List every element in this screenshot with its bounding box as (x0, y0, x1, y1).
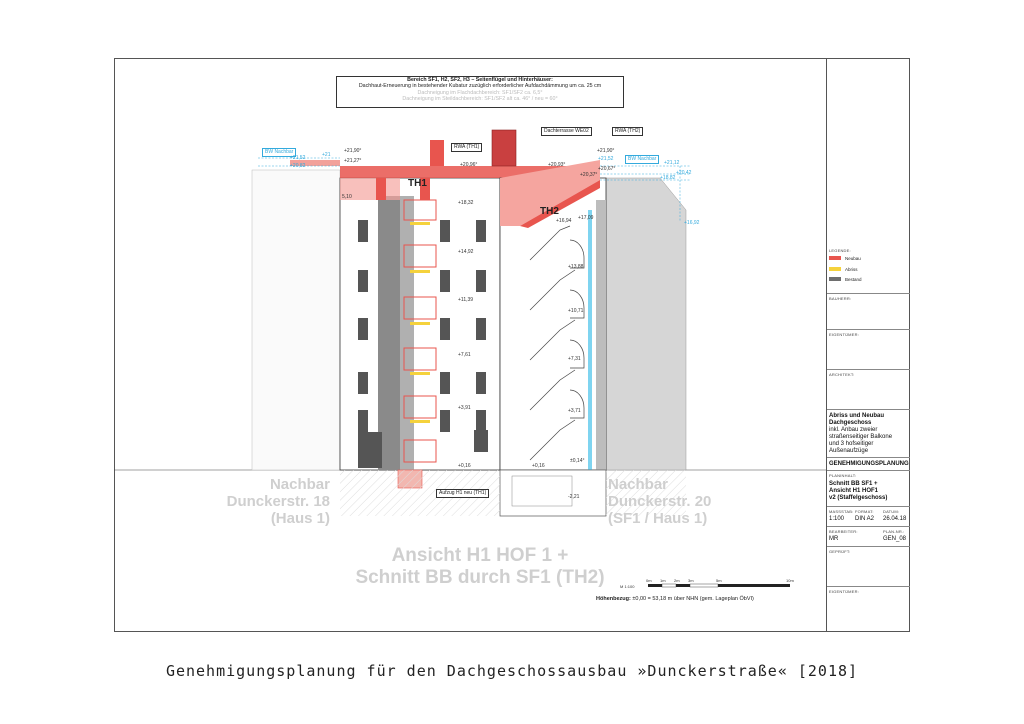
level: +10,71 (568, 308, 584, 314)
level: +20,93° (548, 162, 566, 168)
level: +0,16 (458, 463, 471, 469)
neighbor-right-label (608, 476, 711, 527)
tb-project (827, 409, 910, 457)
rooftop-terrace (492, 130, 516, 166)
tb-planinhalt-label: PLANINHALT: (829, 473, 857, 478)
legend-swatch-abriss (829, 267, 841, 271)
chimney-1 (376, 178, 386, 200)
level: +16,94 (556, 218, 572, 224)
scale-tick: 3m (688, 578, 694, 583)
scale-bar (648, 584, 790, 587)
rwa-th1-box (430, 140, 444, 166)
level: +11,39 (458, 297, 474, 303)
tb-project-line3: inkl. Anbau zweier (829, 427, 878, 433)
tag-bw-right: BW Nachbar (625, 155, 659, 164)
neighbor-right-line3: (SF1 / Haus 1) (608, 510, 708, 527)
level: +20,42 (676, 170, 692, 176)
tb-format: DIN A2 (855, 516, 875, 522)
tag-bw-left: BW Nachbar (262, 148, 296, 157)
legend-title: LEGENDE: (829, 248, 851, 253)
legend-swatch-neubau (829, 256, 841, 260)
level: +7,61 (458, 352, 471, 358)
tb-format-label: FORMAT: (855, 509, 874, 514)
neighbor-left-line1: Nachbar (269, 476, 330, 493)
tb-massstab: 1:100 (829, 516, 845, 522)
level: +7,31 (568, 356, 581, 362)
tb-geprueft (827, 546, 910, 586)
level: +20,37° (580, 172, 598, 178)
tag-rwa-th2: RWA (TH2) (612, 127, 643, 136)
scale-tick: 0m (646, 578, 652, 583)
level: +21,52 (598, 156, 614, 162)
neighbor-right-line2: Dunckerstr. 20 (608, 493, 712, 510)
tb-project-line5: und 3 hofseitiger (829, 441, 874, 447)
tb-plannr: GEN_08 (883, 536, 907, 542)
basement (500, 470, 606, 516)
note-line-2: Dachhaut-Erneuerung in bestehender Kubatur zuzüglich erforderlicher Aufdachdämmung um ca. 25 cm (358, 83, 602, 90)
tb-plan-line2: Ansicht H1 HOF1 (829, 488, 879, 494)
tb-project-line4: straßenseitiger Balkone (829, 434, 893, 440)
tb-eigentuemer2-label: EIGENTÜMER: (829, 589, 859, 594)
tb-architekt-label: ARCHITEKT: (829, 372, 855, 377)
level: 5,10 (342, 194, 352, 200)
level: +21,90° (344, 148, 362, 154)
hoehenbezug (596, 596, 754, 602)
tb-plan-line1: Schnitt BB SF1 + (829, 481, 878, 487)
level: -2,21 (568, 494, 580, 500)
tb-eigentuemer-label: EIGENTÜMER: (829, 332, 859, 337)
tb-meta2 (827, 526, 910, 546)
level: +21 (322, 152, 331, 158)
tb-bauherr-label: BAUHERR: (829, 296, 852, 301)
legend-label-neubau: Neubau (845, 256, 861, 261)
view-title-line1: Ansicht H1 HOF 1 + (391, 545, 569, 566)
neighbor-left (252, 170, 340, 470)
th2-wall (596, 200, 606, 470)
neighbor-right-line1: Nachbar (608, 476, 669, 493)
th2-light-shaft (588, 210, 592, 470)
scale-tick: 10m (786, 578, 794, 583)
level: +3,71 (568, 408, 581, 414)
label-th2: TH2 (540, 206, 559, 217)
tb-geprueft-label: GEPRÜFT: (829, 549, 851, 554)
tb-meta1 (827, 506, 910, 526)
tag-aufzug: Aufzug H1 neu (TH1) (436, 489, 489, 498)
tb-bearbeiter: MR (829, 536, 839, 542)
level: +21,12 (664, 160, 680, 166)
note-line-1: Bereich SF1, H2, SF2, H3 – Seitenflügel und Hinterhäuser: (407, 77, 553, 83)
tb-plan-line3: v2 (Staffelgeschoss) (829, 495, 888, 501)
tb-planinhalt (827, 470, 910, 506)
neighbor-left-line2: Dunckerstr. 18 (226, 493, 330, 510)
level: +16,92 (684, 220, 700, 226)
tb-project-line6: Außenaufzüge (829, 448, 869, 454)
tb-bauherr (827, 293, 910, 329)
elevator-shaft-light (400, 196, 414, 470)
level: +21,52 (290, 155, 306, 161)
level: +14,92 (458, 249, 474, 255)
level: +20,82 (290, 163, 306, 169)
tb-eigentuemer (827, 329, 910, 369)
label-th1: TH1 (408, 178, 427, 189)
neighbor-left-line3: (Haus 1) (270, 510, 330, 527)
tb-project-line1: Abriss und Neubau (829, 413, 885, 419)
tag-rwa-th1: RWA (TH1) (451, 143, 482, 152)
tb-datum-label: DATUM: (883, 509, 900, 514)
legend-label-bestand: Bestand (845, 277, 862, 282)
level: +3,91 (458, 405, 471, 411)
note-line-3: Dachneigung im Flachdachbereich: SF1/SF2 ca. 6,5° (417, 89, 543, 96)
tag-dachterrasse: Dachterrasse WE02 (541, 127, 592, 136)
title-block (827, 58, 910, 632)
level: +21,27° (344, 158, 362, 164)
page-caption: Genehmigungsplanung für den Dachgeschossausbau »Dunckerstraße« [2018] (165, 662, 859, 680)
note-line-4: Dachneigung im Steildachbereich: SF1/SF2 alt ca. 46° / neu = 60° (402, 95, 558, 102)
level: ±0,14° (570, 458, 585, 464)
tb-datum: 26.04.18 (883, 516, 907, 522)
neighbor-left-label (226, 476, 330, 527)
level: +20,96° (460, 162, 478, 168)
neighbor-right (606, 178, 686, 470)
scale-label: M 1:100 (620, 584, 635, 589)
level: +13,88 (568, 264, 584, 270)
elevator-shaft-gray (378, 196, 400, 470)
level: +20,67° (598, 166, 616, 172)
tb-bearbeiter-label: BEARBEITER: (829, 529, 858, 534)
tb-eigentuemer2 (827, 586, 910, 632)
tb-phase-text: GENEHMIGUNGSPLANUNG (829, 461, 909, 467)
level: +21,90° (597, 148, 615, 154)
level: +18,82 (660, 175, 676, 181)
tb-architekt (827, 369, 910, 409)
note-box (336, 76, 624, 108)
level: +0,16 (532, 463, 545, 469)
scale-tick: 1m (660, 578, 666, 583)
tb-massstab-label: MASSSTAB: (829, 509, 854, 514)
hoehenbezug-text: ±0,00 = 53,18 m über NHN (gem. Lageplan ÖbVI) (632, 596, 754, 602)
legend-swatch-bestand (829, 277, 841, 281)
tb-plannr-label: PLAN-NR.: (883, 529, 905, 534)
hoehenbezug-label: Höhenbezug: (596, 596, 631, 602)
view-title-line2: Schnitt BB durch SF1 (TH2) (355, 567, 605, 588)
tb-project-line2: Dachgeschoss (829, 420, 872, 426)
legend-label-abriss: Abriss (845, 267, 858, 272)
view-title (300, 545, 660, 589)
level: +18,32 (458, 200, 474, 206)
scale-tick: 5m (716, 578, 722, 583)
level: +17,09 (578, 215, 594, 221)
tb-phase (827, 457, 910, 470)
scale-tick: 2m (674, 578, 680, 583)
